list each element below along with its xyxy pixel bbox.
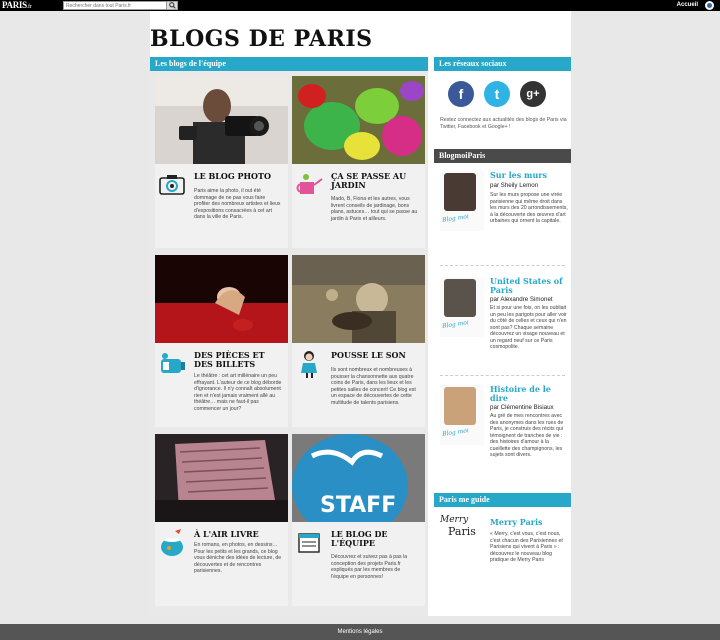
divider [440, 265, 565, 266]
blog-jardin-image[interactable] [292, 76, 425, 164]
user-icon[interactable] [705, 1, 714, 10]
blogmoi-entry-desc: Et si pour une fois, on les oubliait un peu les parigots pour aller voir du côté de celles et ceux qui n'en sont pas? Chaque semaine découvrez un visage nouveau et un regard neuf sur ce Paris cosmopolite. [490, 305, 567, 350]
footer [0, 624, 720, 640]
team-blogs-heading: Les blogs de l'équipe [150, 57, 428, 71]
blogmoi-entry-title[interactable]: Histoire de le dire [490, 384, 551, 403]
guide-section [434, 507, 571, 601]
blog-card-desc: Découvrez et suivez pas à pas la conception des projets Paris.fr expliqués par les membres de l'équipe en personnes! [331, 554, 408, 580]
guide-heading: Paris me guide [434, 493, 571, 507]
blogmoi-entry-author: par Sheily Lemon [490, 182, 539, 189]
blog-card-jardin[interactable] [292, 76, 425, 248]
singer-icon [294, 349, 324, 379]
blog-card-title[interactable]: DES PIÈCES ET DES BILLETS [194, 350, 265, 369]
blogmoi-entry-author: par Alexandre Simonet [490, 296, 553, 303]
blogmoi-entry-title[interactable]: United States of Paris [490, 276, 563, 295]
search-button[interactable] [166, 2, 177, 9]
page-title: BLOGS DE PARIS [150, 26, 373, 52]
blogmoi-entry[interactable] [440, 385, 571, 481]
blogmoi-section [434, 163, 571, 479]
ticket-projector-icon [157, 349, 187, 379]
blogmoi-entry-author: par Clémentine Bisiaux [490, 404, 554, 411]
blogmoi-entry[interactable] [440, 277, 571, 373]
blog-son-image[interactable] [292, 255, 425, 343]
blog-card-equipe[interactable] [292, 434, 425, 606]
google-plus-icon[interactable]: g+ [520, 81, 546, 107]
avatar: Blog moi [440, 385, 484, 445]
search-box [63, 1, 178, 10]
blogmoi-entry-desc: Sur les murs propose une virée parisienne qui même droit dans les murs des 20 arrondissements, à la découverte des œuvres d'art urbaines qui ornent la capitale. [490, 192, 568, 224]
social-text: Restez connectez aux actualités des blogs de Paris via Twitter, Facebook et Google+ ! [440, 117, 567, 130]
divider [440, 375, 565, 376]
svg-text:STAFF: STAFF [320, 493, 397, 518]
blogmoi-entry-title[interactable]: Sur les murs [490, 170, 548, 180]
guide-title[interactable]: Merry Paris [490, 517, 543, 527]
search-input[interactable] [64, 2, 164, 9]
blogmoi-entry[interactable] [440, 171, 571, 267]
facebook-icon[interactable]: f [448, 81, 474, 107]
blog-card-photo[interactable] [155, 76, 288, 248]
blog-card-title[interactable]: POUSSE LE SON [331, 350, 406, 360]
team-blogs-section [150, 71, 428, 616]
twitter-icon[interactable]: t [484, 81, 510, 107]
avatar: Blog moi [440, 171, 484, 231]
top-bar [0, 0, 720, 11]
blog-card-title[interactable]: LE BLOG DE L'ÉQUIPE [331, 529, 388, 548]
watering-can-icon [294, 170, 324, 200]
site-logo[interactable]: PARIS.fr [2, 0, 32, 10]
notebook-icon [294, 528, 324, 558]
social-heading: Les réseaux sociaux [434, 57, 571, 71]
blog-card-theatre[interactable] [155, 255, 288, 427]
fishbowl-icon [157, 528, 187, 558]
blog-card-desc: Mado, B, Fiona et les autres, vous livrent conseils de jardinage, bons plans, astuces… tout qui se passe au jardin à Paris et ailleurs. [331, 196, 418, 222]
social-section [434, 71, 571, 141]
blog-card-title[interactable]: ÇA SE PASSE AU JARDIN [331, 171, 407, 190]
guide-desc: « Merry, c'est vous, c'est nous, c'est chacun des Parisiennes et Parisiens qui vivent à Paris » : découvrez le nouveau blog pratique de Merry Paris [490, 531, 563, 563]
blog-photo-image[interactable] [155, 76, 288, 164]
blog-card-son[interactable] [292, 255, 425, 427]
blog-card-title[interactable]: À L'AIR LIVRE [194, 529, 259, 539]
page-content [150, 11, 571, 616]
blog-card-livre[interactable] [155, 434, 288, 606]
blog-card-desc: En romans, en photos, en dessins… Pour les petits et les grands, ce blog vous déniche des idées de lecture, de découvertes et de rencontres parisiennes. [194, 542, 282, 575]
legal-link[interactable]: Mentions légales [337, 629, 383, 635]
blog-theatre-image[interactable] [155, 255, 288, 343]
blog-card-desc: Le théâtre : cet art millénaire un peu effrayant. L'auteur de ce blog déborde d'ignorance. Il n'y connaît absolument rien et n'est jamais vraiment allé au théâtre… mais ne faut-il pas commencer un jour? [194, 373, 282, 412]
blog-card-title[interactable]: LE BLOG PHOTO [194, 171, 271, 181]
blogmoi-heading: BlogmoiParis [434, 149, 571, 163]
merry-paris-logo[interactable]: Merry Paris [440, 515, 476, 538]
avatar: Blog moi [440, 277, 484, 337]
home-link[interactable]: Accueil [676, 2, 698, 8]
camera-icon [157, 170, 187, 200]
blog-livre-image[interactable] [155, 434, 288, 522]
blog-equipe-image[interactable] [292, 434, 425, 522]
blog-card-desc: Paris aime la photo, il out été dommage de ne pas vous faire profiter des nombreux artistes et lieux d'expositions consacrées à cet art dans la ville de Paris. [194, 188, 281, 221]
blogmoi-entry-desc: Au gré de mes rencontres avec des anonymes dans les rues de Paris, je construis des récits qui témoignent de tranches de vie : des histoires d'amour à la cueillette des champignons, les sujets sont divers. [490, 413, 564, 458]
search-icon [169, 2, 176, 9]
blog-card-desc: Ils sont nombreux et nombreuses à pousser la chansonnette aux quatre coins de Paris, dans les lieux et les petites salles de concert! Ce blog est un espace de découvertes de cette multitude de talents parisiens. [331, 367, 416, 406]
